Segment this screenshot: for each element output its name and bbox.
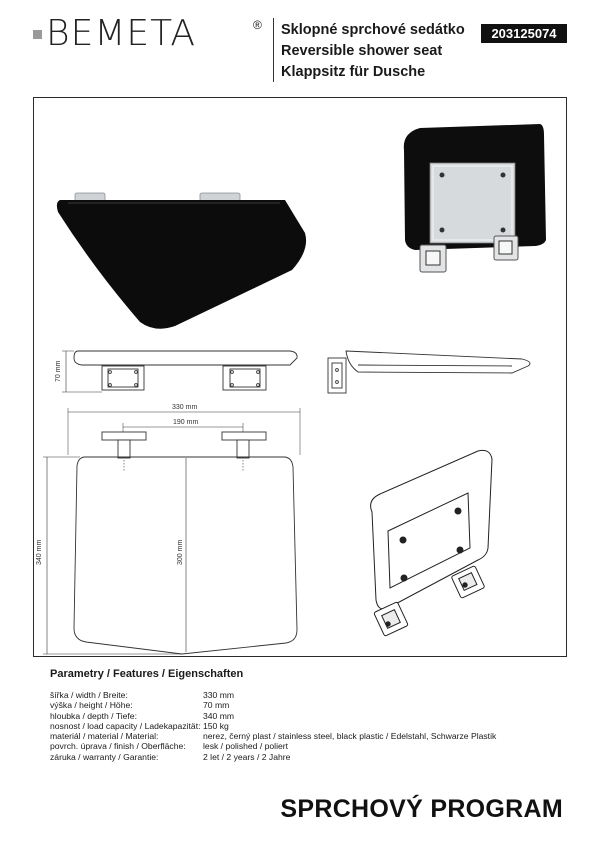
perspective-drawing (371, 450, 492, 636)
param-label: nosnost / load capacity / Ladekapazität: (50, 720, 201, 731)
param-row (50, 690, 496, 700)
dimension-height-label: 70 mm (55, 360, 62, 382)
param-value: 2 let / 2 years / 2 Jahre (203, 751, 291, 762)
param-label: povrch. úprava / finish / Oberfläche: (50, 741, 186, 752)
param-value: 70 mm (203, 700, 230, 711)
param-label: šířka / width / Breite: (50, 690, 128, 700)
param-value: lesk / polished / poliert (203, 741, 289, 752)
dimension-depth-label: 340 mm (36, 539, 43, 565)
front-view-drawing (43, 408, 300, 654)
dimension-spacing-label: 190 mm (173, 419, 199, 426)
title-english: Reversible shower seat (281, 43, 443, 59)
param-value: 150 kg (203, 720, 229, 731)
title-german: Klappsitz für Dusche (281, 64, 426, 80)
param-row (50, 721, 496, 731)
param-value: nerez, černý plast / stainless steel, black plastic / Edelstahl, Schwarze Plastik (203, 731, 497, 742)
dimension-seat-label: 300 mm (177, 539, 184, 565)
brand-logo: BEMETA (46, 13, 196, 54)
side-elevation-drawing (62, 351, 297, 392)
param-row (50, 741, 496, 751)
param-value: 340 mm (203, 710, 235, 721)
param-row (50, 700, 496, 710)
param-row (50, 752, 496, 762)
param-label: výška / height / Höhe: (50, 700, 133, 711)
param-row (50, 731, 496, 741)
product-code-badge: 203125074 (481, 24, 567, 43)
param-value: 330 mm (203, 690, 235, 700)
registered-mark: ® (253, 18, 262, 32)
program-title: SPRCHOVÝ PROGRAM (280, 795, 563, 823)
seat-photo-folded (404, 124, 546, 272)
param-label: materiál / material / Material: (50, 731, 159, 742)
side-profile-drawing (328, 351, 530, 393)
param-label: hloubka / depth / Tiefe: (50, 710, 137, 721)
title-czech: Sklopné sprchové sedátko (281, 22, 465, 38)
param-label: záruka / warranty / Garantie: (50, 751, 159, 762)
parameters-heading: Parametry / Features / Eigenschaften (50, 668, 244, 680)
parameters-table (50, 690, 496, 762)
dimension-width-label: 330 mm (172, 404, 198, 411)
param-row (50, 711, 496, 721)
seat-photo-main (57, 193, 306, 329)
